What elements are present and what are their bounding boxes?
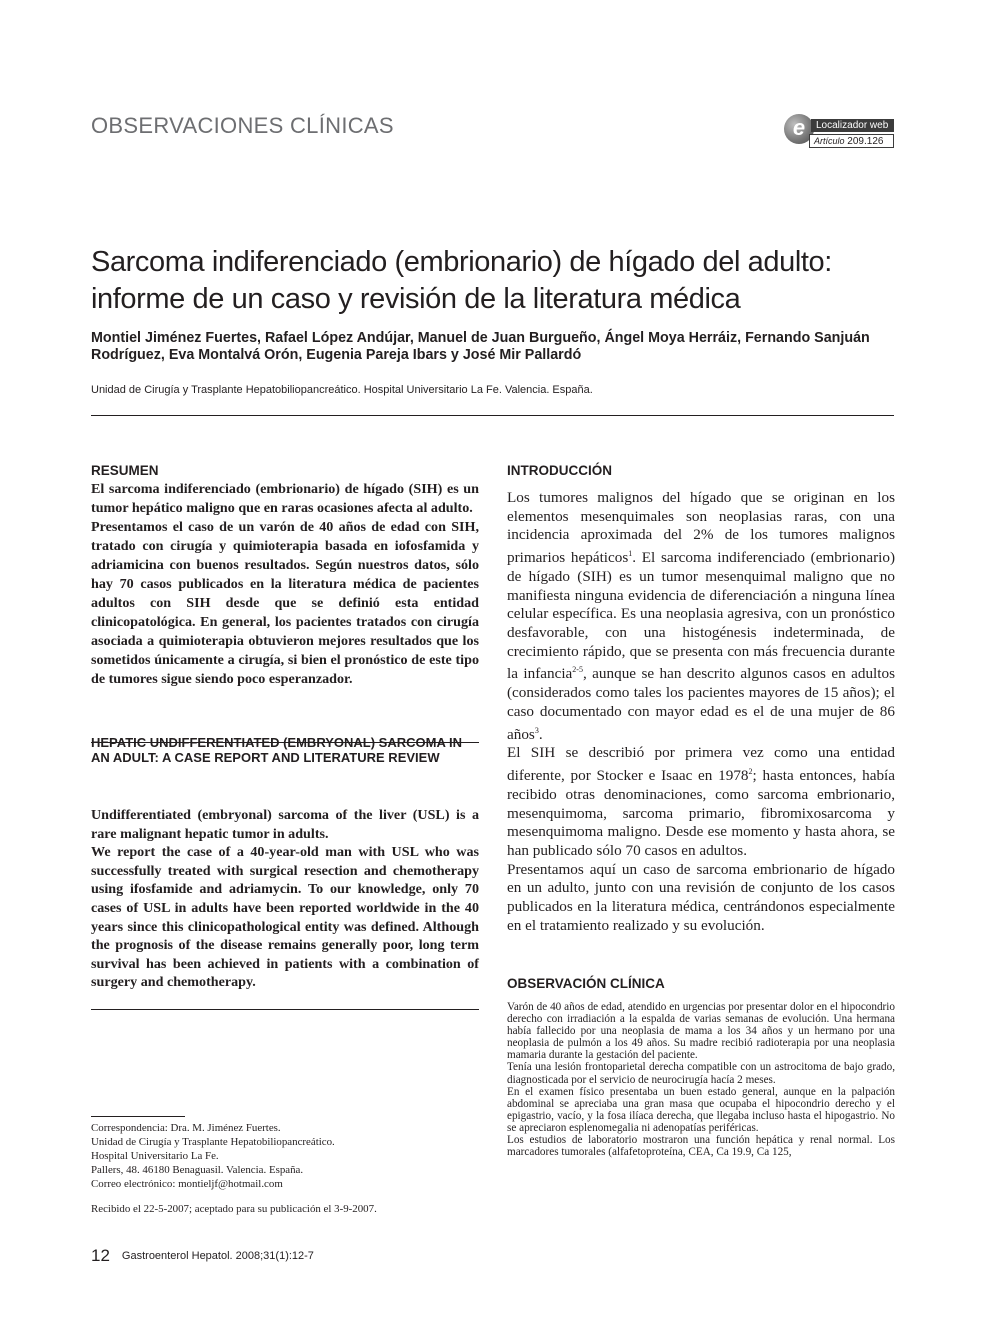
introduccion-heading: INTRODUCCIÓN <box>507 463 612 478</box>
correspondence-line: Hospital Universitario La Fe. <box>91 1150 219 1162</box>
abstract-text <box>91 806 479 992</box>
correspondence-email: Correo electrónico: montieljf@hotmail.com <box>91 1178 283 1190</box>
obs-paragraph: En el examen físico presentaba un buen estado general, aunque en la palpación abdominal se apreciaba una gran masa que ocupaba el hipocondrio derecho y el epigastrio, vacío, y la fosa ilíaca derecha, que llegaba incluso hasta el hipogastrio. No se apreciaron esplenomegalia ni adenopatías periféricas. <box>507 1085 895 1134</box>
title-divider <box>91 415 894 416</box>
resumen-text <box>91 480 479 689</box>
abstract-divider <box>91 1009 479 1010</box>
web-locator-badge[interactable] <box>784 111 894 151</box>
intro-paragraph <box>507 489 895 744</box>
text-run: ; hasta entonces, había recibido otras denominaciones, como sarcoma embrionario, mesenquimoma, sarcoma primario, fibromixosarcoma y mesenquimoma maligno. Desde ese momento y hasta ahora, se han publicado sólo 70 casos en adultos. <box>507 767 895 859</box>
citation-ref: 1 <box>628 549 633 559</box>
correspondence-line: Correspondencia: Dra. M. Jiménez Fuertes. <box>91 1122 281 1134</box>
text-run: . <box>538 725 543 743</box>
e-logo-icon: e <box>784 114 814 144</box>
text-run: , aunque se han descrito algunos casos en adultos (considerados como tales los pacientes mayores de 15 años); el caso documentado con mayor edad es el de una mujer de 86 años <box>507 665 895 743</box>
footnote-rule <box>91 1116 185 1117</box>
authors: Montiel Jiménez Fuertes, Rafael López Andújar, Manuel de Juan Burgueño, Ángel Moya Herráiz, Fernando Sanjuán Rodríguez, Eva Montalvá Orón, Eugenia Pareja Ibars y José Mir Pallardó <box>91 330 870 363</box>
obs-paragraph: Varón de 40 años de edad, atendido en urgencias por presentar dolor en el hipocondrio derecho con irradiación a la espalda de varias semanas de evolución. Una hermana había fallecido por una neoplasia de mama a los 34 años y un hermano por una neoplasia de pulmón a los 49 años. Su madre recibió radioterapia por una neoplasia mamaria durante la gestación del paciente. <box>507 1001 895 1062</box>
badge-article <box>809 134 894 148</box>
correspondence-line: Unidad de Cirugía y Trasplante Hepatobiliopancreático. <box>91 1136 335 1148</box>
abstract-paragraph: We report the case of a 40-year-old man with USL who was successfully treated with surgical resection and chemotherapy using ifosfamide and adriamycin. To our knowledge, only 70 cases of USL in adults have been reported worldwide in the 40 years since this clinicopathological entity was defined. Although the prognosis of the disease remains generally poor, long term survival has been achieved in patients with a combination of surgery and chemotherapy. <box>91 844 479 991</box>
abstract-heading: HEPATIC UNDIFFERENTIATED (EMBRYONAL) SARCOMA IN AN ADULT: A CASE REPORT AND LITERATURE REVIEW <box>91 735 462 765</box>
section-header: OBSERVACIONES CLÍNICAS <box>91 113 394 138</box>
introduccion-text <box>507 489 895 935</box>
text-run: El SIH se describió por primera vez como una entidad diferente, por Stocker e Isaac en 1978 <box>507 744 895 785</box>
page-number: 12 <box>91 1246 110 1265</box>
text-run: . El sarcoma indiferenciado (embrionario) de hígado (SIH) es un tumor mesenquimal maligno que no manifiesta ninguna evidencia de diferenciación a ninguna línea celular específica. Es una neoplasia agresiva, con un pronóstico desfavorable, con una histogénesis indeterminada, de crecimiento rápido, que se presenta con más frecuencia durante la infancia <box>507 549 896 683</box>
intro-paragraph <box>507 744 895 860</box>
article-title: Sarcoma indiferenciado (embrionario) de hígado del adulto: informe de un caso y revisión de la literatura médica <box>91 246 832 315</box>
resumen-paragraph: El sarcoma indiferenciado (embrionario) de hígado (SIH) es un tumor hepático maligno que en raras ocasiones afecta al adulto. <box>91 481 479 516</box>
journal-citation: Gastroenterol Hepatol. 2008;31(1):12-7 <box>121 1250 314 1262</box>
citation-ref: 3 <box>534 725 539 735</box>
resumen-heading: RESUMEN <box>91 463 159 478</box>
affiliation: Unidad de Cirugía y Trasplante Hepatobiliopancreático. Hospital Universitario La Fe. Valencia. España. <box>91 384 593 396</box>
resumen-paragraph: Presentamos el caso de un varón de 40 años de edad con SIH, tratado con cirugía y quimioterapia basada en iofosfamida y adriamicina con buenos resultados. Según nuestros datos, sólo hay 70 casos publicados en la literatura médica de pacientes adultos con SIH desde que se definió esta entidad clinicopatológica. En general, los pacientes tratados con cirugía asociada a quimioterapia obtuvieron mejores resultados que los sometidos únicamente a cirugía, si bien el pronóstico de este tipo de tumores sigue siendo poco esperanzador. <box>91 519 479 687</box>
citation-ref: 2-5 <box>572 665 583 675</box>
badge-title: Localizador web <box>811 119 894 132</box>
abstract-paragraph: Undifferentiated (embryonal) sarcoma of the liver (USL) is a rare malignant hepatic tumor in adults. <box>91 807 479 842</box>
badge-article-label: Artículo <box>814 136 845 146</box>
correspondence <box>91 1121 479 1191</box>
observacion-heading: OBSERVACIÓN CLÍNICA <box>507 976 665 991</box>
observacion-text <box>507 1001 895 1158</box>
intro-paragraph: Presentamos aquí un caso de sarcoma embrionario de hígado en un adulto, junto con una revisión de conjunto de los casos publicados en la literatura médica, centrándonos especialmente en el tratamiento realizado y su evolución. <box>507 860 895 934</box>
citation-ref: 2 <box>748 767 753 777</box>
obs-paragraph: Tenía una lesión frontoparietal derecha compatible con un astrocitoma de bajo grado, diagnosticada por el servicio de neurocirugía hacía 2 meses. <box>507 1061 895 1086</box>
obs-paragraph: Los estudios de laboratorio mostraron una función hepática y renal normal. Los marcadores tumorales (alfafetoproteína, CEA, Ca 19.9, Ca 125, <box>507 1134 895 1159</box>
page-footer <box>91 1246 314 1266</box>
received-dates: Recibido el 22-5-2007; aceptado para su publicación el 3-9-2007. <box>91 1203 377 1215</box>
text-run: Los tumores malignos del hígado que se originan en los elementos mesenquimales son neoplasias raras, con una incidencia aproximada del 2% de los tumores malignos primarios hepáticos <box>507 489 895 567</box>
correspondence-line: Pallers, 48. 46180 Benaguasil. Valencia. España. <box>91 1164 304 1176</box>
badge-article-number: 209.126 <box>847 136 884 147</box>
